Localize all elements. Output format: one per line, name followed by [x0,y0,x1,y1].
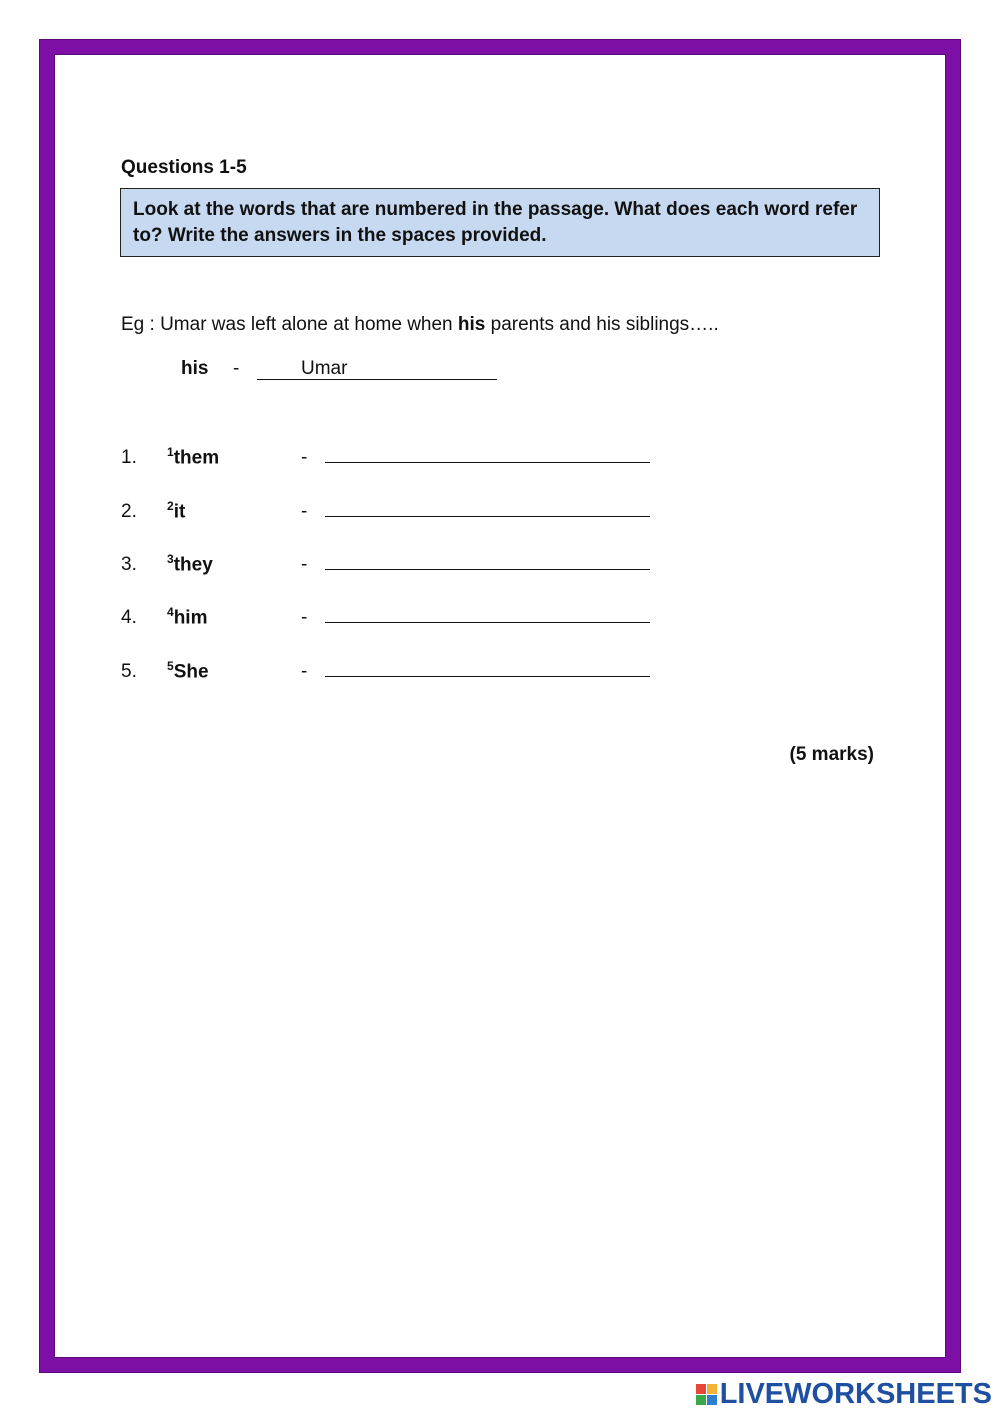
logo-mark-icon [696,1384,717,1405]
question-number: 1. [121,447,137,468]
question-word-text: She [173,661,209,682]
question-word-text: they [173,554,213,575]
logo-square-red [696,1384,706,1394]
answer-blank[interactable] [325,444,650,463]
marks-label: (5 marks) [789,744,874,765]
example-sentence [121,314,719,336]
example-answer-value: Umar [257,359,497,380]
question-dash: - [301,447,308,468]
question-word [167,499,301,523]
question-word-text: him [173,607,208,628]
example-suffix: parents and his siblings….. [485,314,719,335]
question-superscript: 2 [167,498,174,513]
question-number: 2. [121,501,137,522]
instruction-box: Look at the words that are numbered in the passage. What does each word refer to? Write the answers in the spaces provided. [120,188,880,257]
question-word-text: it [173,501,186,522]
logo-text: LIVEWORKSHEETS [719,1378,992,1410]
question-dash: - [301,607,308,628]
answer-blank[interactable] [325,658,650,677]
question-word [167,605,301,629]
question-superscript: 4 [167,604,174,619]
question-number: 4. [121,607,137,628]
question-dash: - [301,661,308,682]
example-answer-word: his [181,358,209,379]
answer-blank[interactable] [325,498,650,517]
question-dash: - [301,501,308,522]
question-superscript: 3 [167,551,174,566]
question-row [121,551,650,576]
example-answer [181,358,497,380]
questions-heading: Questions 1-5 [121,157,247,178]
question-word-text: them [173,447,220,468]
question-row [121,498,650,523]
example-bold-word: his [457,314,486,335]
question-word [167,659,301,683]
liveworksheets-logo [696,1378,992,1411]
question-dash: - [301,554,308,575]
answer-blank[interactable] [325,551,650,570]
question-row [121,658,650,683]
question-number: 5. [121,661,137,682]
example-dash: - [233,358,240,379]
logo-square-yellow [707,1384,717,1394]
question-row [121,604,650,629]
question-superscript: 5 [167,658,174,673]
example-prefix: Eg : Umar was left alone at home when [121,314,458,335]
question-row [121,444,650,469]
question-word [167,445,301,469]
question-word [167,552,301,576]
question-superscript: 1 [167,444,174,459]
logo-square-green [696,1395,706,1405]
answer-blank[interactable] [325,604,650,623]
question-number: 3. [121,554,137,575]
logo-square-blue [707,1395,717,1405]
